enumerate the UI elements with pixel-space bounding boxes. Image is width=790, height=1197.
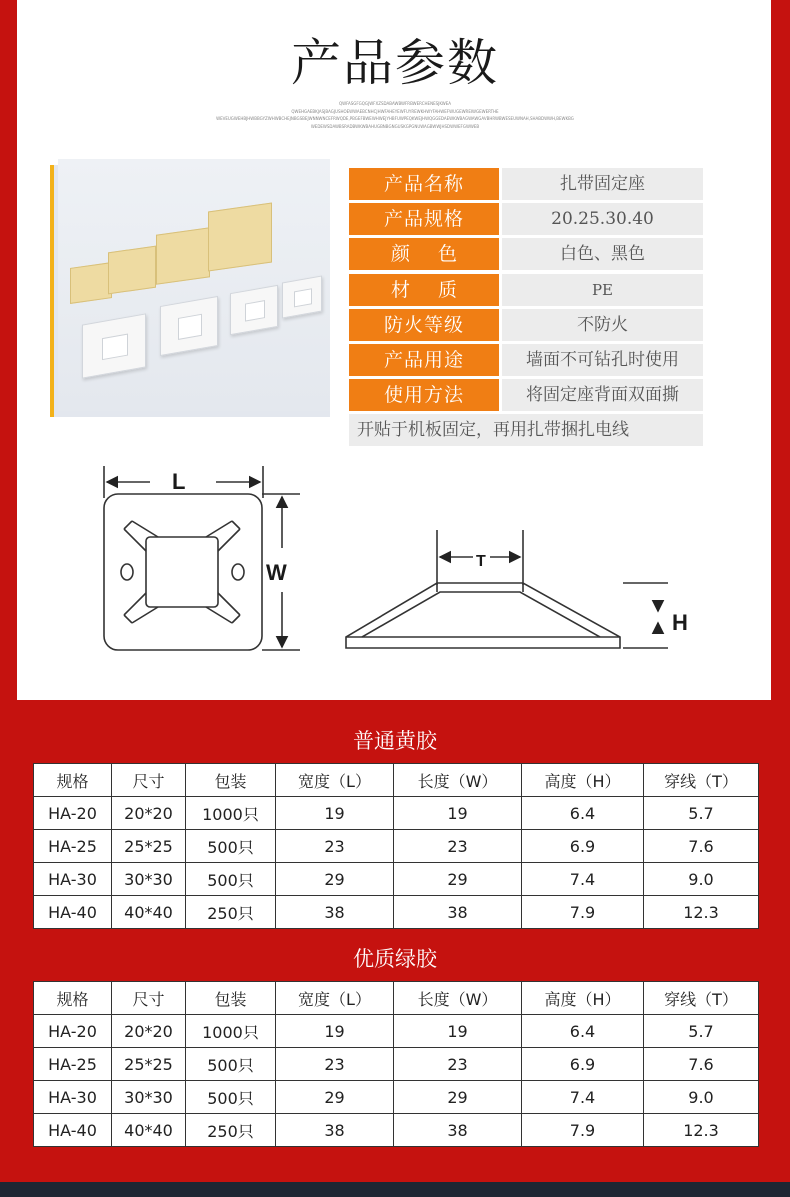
table-cell: 19 xyxy=(276,797,394,830)
table-cell: 23 xyxy=(394,1048,522,1081)
table-cell: 12.3 xyxy=(644,896,759,929)
table-header-cell: 包装 xyxy=(186,764,276,797)
table-cell: 1000只 xyxy=(186,797,276,830)
table-cell: 6.9 xyxy=(522,830,644,863)
spec-key: 防火等级 xyxy=(349,309,499,341)
table-header-cell: 包装 xyxy=(186,982,276,1015)
table-cell: 38 xyxy=(394,1114,522,1147)
table-cell: 6.9 xyxy=(522,1048,644,1081)
table-header-cell: 规格 xyxy=(34,982,112,1015)
table-header-cell: 尺寸 xyxy=(112,764,186,797)
spec-continuation: 开贴于机板固定，再用扎带捆扎电线 xyxy=(349,414,703,446)
fine-print-line: QWFASGFGQGJWFXZSDABAWBWFRBWERCHENESJKWEA xyxy=(338,101,452,106)
footer-bar xyxy=(0,1182,790,1197)
table-cell: 29 xyxy=(394,1081,522,1114)
spec-value: 墙面不可钻孔时使用 xyxy=(502,344,703,376)
spec-key: 产品名称 xyxy=(349,168,499,200)
dimension-label-l: L xyxy=(172,469,186,494)
table-header-cell: 高度（H） xyxy=(522,764,644,797)
table-cell: 250只 xyxy=(186,1114,276,1147)
table-cell: 29 xyxy=(394,863,522,896)
table-cell: HA-30 xyxy=(34,1081,112,1114)
spec-value: 将固定座背面双面撕 xyxy=(502,379,703,411)
table-cell: 500只 xyxy=(186,863,276,896)
table-cell: 38 xyxy=(276,1114,394,1147)
spec-table-green xyxy=(33,981,759,1147)
table-header-cell: 穿线（T） xyxy=(644,982,759,1015)
table-cell: 500只 xyxy=(186,1081,276,1114)
table-header-row xyxy=(34,764,759,797)
table-header-cell: 规格 xyxy=(34,764,112,797)
table-cell: 9.0 xyxy=(644,1081,759,1114)
spec-table-yellow xyxy=(33,763,759,929)
table-cell: 6.4 xyxy=(522,797,644,830)
table-cell: HA-40 xyxy=(34,1114,112,1147)
table-cell: 20*20 xyxy=(112,797,186,830)
table-cell: HA-40 xyxy=(34,896,112,929)
table-cell: HA-20 xyxy=(34,797,112,830)
top-view-drawing xyxy=(104,466,300,650)
table-row xyxy=(34,1048,759,1081)
table-cell: 19 xyxy=(276,1015,394,1048)
spec-key: 产品用途 xyxy=(349,344,499,376)
table-row xyxy=(34,896,759,929)
table-cell: 25*25 xyxy=(112,1048,186,1081)
table-cell: 7.4 xyxy=(522,863,644,896)
table-header-cell: 尺寸 xyxy=(112,982,186,1015)
spec-key: 材质 xyxy=(349,274,499,306)
spec-value: 20.25.30.40 xyxy=(502,203,703,235)
side-view-drawing xyxy=(346,530,668,648)
table-row xyxy=(34,797,759,830)
table-cell: 9.0 xyxy=(644,863,759,896)
table-cell: 23 xyxy=(394,830,522,863)
table-cell: 7.6 xyxy=(644,830,759,863)
table-header-cell: 穿线（T） xyxy=(644,764,759,797)
section-title: 普通黄胶 xyxy=(353,729,437,753)
table-header-cell: 长度（W） xyxy=(394,982,522,1015)
table-header-cell: 长度（W） xyxy=(394,764,522,797)
page-title: 产品参数 xyxy=(291,34,499,92)
section-title: 优质绿胶 xyxy=(353,947,437,971)
table-cell: 250只 xyxy=(186,896,276,929)
table-row xyxy=(34,830,759,863)
table-cell: 7.4 xyxy=(522,1081,644,1114)
table-row xyxy=(34,1015,759,1048)
dimension-label-w: W xyxy=(266,560,287,585)
fine-print-line: WEDEWSDAWBSRADBWKWBAHUGBNBGNGUSKGPGNUWAGBWWJHSDWWEFGWWEB xyxy=(310,124,480,129)
table-cell: 29 xyxy=(276,1081,394,1114)
table-cell: 30*30 xyxy=(112,1081,186,1114)
fine-print-line: WEVEUGWEHBJHWBBGYZWHWBCHEJNBGSBEJWNNWNCEFRWQDE,PBGEFBWEWHWEJYHBFUWPEQKWEJHWQGGEDAEWKWBAGWAWGAVBHRWBWESEUWNAH,SHABDWWH,BEWKBG xyxy=(216,116,574,121)
table-header-cell: 高度（H） xyxy=(522,982,644,1015)
spec-value: 白色、黑色 xyxy=(502,238,703,270)
table-cell: 38 xyxy=(394,896,522,929)
spec-value: 不防火 xyxy=(502,309,703,341)
spec-key: 产品规格 xyxy=(349,203,499,235)
table-cell: 25*25 xyxy=(112,830,186,863)
table-header-cell: 宽度（L） xyxy=(276,982,394,1015)
table-cell: 38 xyxy=(276,896,394,929)
table-cell: HA-30 xyxy=(34,863,112,896)
spec-value: 扎带固定座 xyxy=(502,168,703,200)
table-cell: 30*30 xyxy=(112,863,186,896)
table-cell: 500只 xyxy=(186,830,276,863)
table-cell: 6.4 xyxy=(522,1015,644,1048)
fine-print-line: QWEHGAEBKJASJBAGJUSHOEWWAEBCNHCJHWFAHEYEWFUYREWKHWYFAHWEFWUGEWREIWGEWERTHE xyxy=(291,109,499,114)
dimension-label-h: H xyxy=(672,610,688,635)
table-cell: 19 xyxy=(394,797,522,830)
table-cell: 29 xyxy=(276,863,394,896)
table-cell: 1000只 xyxy=(186,1015,276,1048)
table-cell: 5.7 xyxy=(644,797,759,830)
table-cell: 40*40 xyxy=(112,1114,186,1147)
spec-key: 颜色 xyxy=(349,238,499,270)
table-row xyxy=(34,1081,759,1114)
table-cell: 19 xyxy=(394,1015,522,1048)
table-header-cell: 宽度（L） xyxy=(276,764,394,797)
table-cell: 7.9 xyxy=(522,1114,644,1147)
table-cell: 23 xyxy=(276,1048,394,1081)
spec-key: 使用方法 xyxy=(349,379,499,411)
table-cell: HA-25 xyxy=(34,1048,112,1081)
table-cell: 12.3 xyxy=(644,1114,759,1147)
table-cell: 7.9 xyxy=(522,896,644,929)
table-cell: 7.6 xyxy=(644,1048,759,1081)
table-cell: 500只 xyxy=(186,1048,276,1081)
table-cell: 20*20 xyxy=(112,1015,186,1048)
dimension-label-t: T xyxy=(476,553,486,570)
table-cell: 23 xyxy=(276,830,394,863)
table-header-row xyxy=(34,982,759,1015)
table-cell: 40*40 xyxy=(112,896,186,929)
table-cell: HA-20 xyxy=(34,1015,112,1048)
table-row xyxy=(34,863,759,896)
table-cell: 5.7 xyxy=(644,1015,759,1048)
spec-value: PE xyxy=(502,274,703,306)
table-cell: HA-25 xyxy=(34,830,112,863)
table-row xyxy=(34,1114,759,1147)
